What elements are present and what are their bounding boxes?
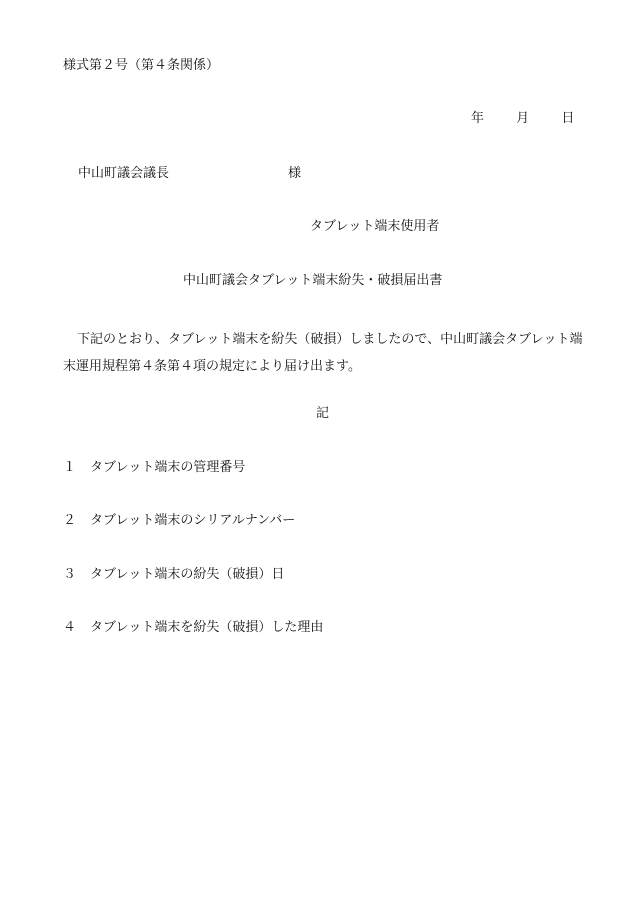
list-item-text: タブレット端末のシリアルナンバー: [90, 513, 296, 528]
submitter-label: タブレット端末使用者: [310, 219, 440, 234]
list-item: [63, 460, 245, 476]
list-item-number: １: [63, 460, 77, 475]
list-item-number: ２: [63, 513, 77, 528]
form-number-label: 様式第２号（第４条関係）: [63, 58, 220, 73]
date-fields: [471, 111, 574, 127]
list-item-text: タブレット端末の管理番号: [90, 460, 246, 475]
addressee-name: 中山町議会議長: [78, 166, 170, 181]
date-month-label: 月: [516, 111, 530, 126]
list-item: [63, 513, 295, 529]
list-item-text: タブレット端末の紛失（破損）日: [90, 567, 285, 582]
date-day-label: 日: [561, 111, 575, 126]
document-title: 中山町議会タブレット端末紛失・破損届出書: [183, 273, 443, 288]
list-item-number: ４: [63, 620, 77, 635]
date-year-label: 年: [471, 111, 485, 126]
list-item: [63, 567, 284, 583]
list-item-number: ３: [63, 567, 77, 582]
body-paragraph: 下記のとおり、タブレット端末を紛失（破損）しましたので、中山町議会タブレット端末運用規程第４条第４項の規定により届け出ます。: [63, 332, 583, 374]
ki-heading: 記: [316, 406, 330, 421]
list-item-text: タブレット端末を紛失（破損）した理由: [90, 620, 324, 635]
addressee-honorific: 様: [288, 166, 302, 181]
list-item: [63, 620, 323, 636]
